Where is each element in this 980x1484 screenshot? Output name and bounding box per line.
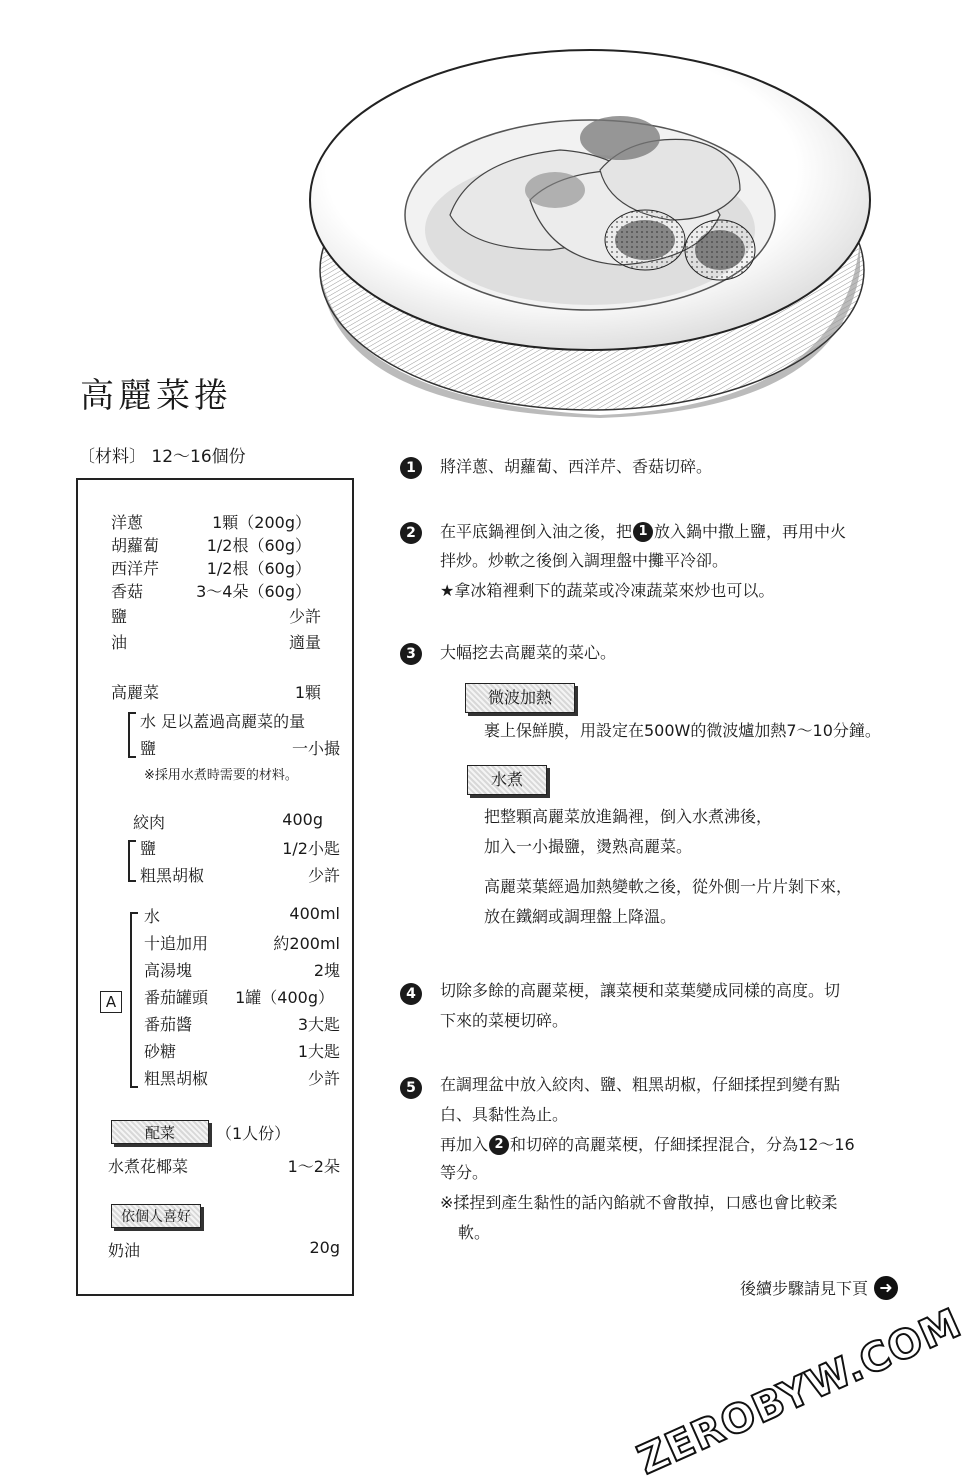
ingredient-row [108, 1238, 340, 1261]
ingredient-qty: 少許 [288, 607, 321, 626]
step-4-line: 切除多餘的高麗菜梗，讓菜梗和菜葉變成同樣的高度。切 [440, 981, 841, 1000]
ingredient-row [144, 1012, 340, 1035]
cabbage-note: ※採用水煮時需要的材料。 [144, 768, 298, 783]
step-2-tip: ★拿冰箱裡剩下的蔬菜或冷凍蔬菜來炒也可以。 [440, 581, 775, 600]
ingredient-name: 番茄醬 [144, 1015, 193, 1034]
ingredient-qty: 1顆（200g） [212, 513, 311, 532]
ingredient-row [140, 709, 305, 732]
ingredient-name: 粗黑胡椒 [144, 1069, 209, 1088]
ingredient-row [111, 510, 311, 533]
ingredient-row [144, 985, 334, 1008]
step-text: 再加入 [440, 1135, 489, 1154]
ingredient-name: 高麗菜 [111, 683, 160, 702]
step-5-line: 白、具黏性為止。 [440, 1105, 569, 1124]
ingredient-name: 西洋芹 [111, 559, 160, 578]
ingredient-name: 番茄罐頭 [144, 988, 209, 1007]
ingredient-name: 絞肉 [133, 813, 166, 832]
ingredient-qty: 一小撮 [291, 739, 340, 758]
ingredient-qty: 3大匙 [297, 1015, 340, 1034]
ingredients-header: 〔材料〕 12〜16個份 [78, 447, 246, 467]
ingredient-name: 鹽 [140, 839, 157, 858]
ingredient-name: 香菇 [111, 582, 144, 601]
ingredient-row [111, 630, 321, 653]
microwave-tag: 微波加熱 [465, 683, 575, 713]
ingredient-qty: 1大匙 [297, 1042, 340, 1061]
ingredient-name: 奶油 [108, 1241, 141, 1260]
ingredient-row [111, 533, 311, 556]
ingredient-qty: 1/2根（60g） [206, 559, 311, 578]
recipe-title: 高麗菜捲 [80, 376, 232, 416]
side-dish-tag: 配菜 [111, 1120, 209, 1144]
ingredient-row [140, 736, 340, 759]
arrow-right-icon: ➜ [874, 1276, 898, 1300]
ingredient-qty: 少許 [307, 866, 340, 885]
ingredient-row [144, 958, 340, 981]
ingredient-name: 水 足以蓋過高麗菜的量 [140, 712, 306, 731]
ingredient-name: 胡蘿蔔 [111, 536, 160, 555]
ingredient-qty: 1/2根（60g） [206, 536, 311, 555]
step-2-line-1 [440, 517, 846, 547]
step-5-note: 軟。 [458, 1223, 491, 1242]
ingredient-row [144, 904, 340, 927]
step-5-line-4: 等分。 [440, 1163, 489, 1182]
step-number: 2 [400, 522, 422, 544]
step-5-line-3 [440, 1130, 855, 1160]
bracket [128, 712, 136, 758]
sauce-group-label: A [100, 991, 122, 1013]
ingredient-qty: 20g [309, 1238, 340, 1257]
step-text: 在平底鍋裡倒入油之後，把 [440, 522, 633, 541]
ingredient-qty: 3〜4朵（60g） [196, 582, 311, 601]
ingredient-name: 油 [111, 633, 128, 652]
step-reference: 2 [489, 1135, 509, 1155]
optional-tag: 依個人喜好 [111, 1204, 201, 1228]
ingredient-row [144, 931, 340, 954]
ingredient-row [133, 810, 323, 833]
ingredient-qty: 少許 [307, 1069, 340, 1088]
ingredient-row [144, 1039, 340, 1062]
next-page-note: 後續步驟請見下頁 [739, 1279, 868, 1298]
ingredient-qty: 400ml [289, 904, 340, 923]
boil-tag: 水煮 [467, 765, 547, 795]
step-2-line-2: 拌炒。炒軟之後倒入調理盤中攤平冷卻。 [440, 551, 729, 570]
step-text: 放入鍋中撒上鹽，再用中火 [654, 522, 847, 541]
ingredient-qty: 1罐（400g） [235, 988, 334, 1007]
ingredient-row [111, 680, 321, 703]
step-number: 4 [400, 983, 422, 1005]
side-serving: （1人份） [216, 1124, 291, 1143]
watermark: ZEROBYW.COM [631, 1300, 969, 1484]
ingredient-name: 水 [144, 907, 161, 926]
step-number: 5 [400, 1077, 422, 1099]
ingredient-row [108, 1154, 340, 1177]
ingredient-row [111, 604, 321, 627]
bracket [130, 912, 138, 1088]
step-1-text: 將洋蔥、胡蘿蔔、西洋芹、香菇切碎。 [440, 457, 713, 476]
ingredient-name: 粗黑胡椒 [140, 866, 205, 885]
step-4-line: 下來的菜梗切碎。 [440, 1011, 569, 1030]
boil-text-line: 把整顆高麗菜放進鍋裡，倒入水煮沸後， [484, 807, 773, 826]
ingredient-name: 鹽 [140, 739, 157, 758]
ingredient-row [111, 579, 311, 602]
ingredient-qty: 1〜2朵 [287, 1157, 340, 1176]
bracket [128, 840, 136, 882]
step-number: 3 [400, 643, 422, 665]
ingredients-box [76, 478, 354, 1296]
after-text-line: 高麗菜葉經過加熱變軟之後，從外側一片片剝下來， [484, 877, 853, 896]
ingredient-qty: 2塊 [313, 961, 340, 980]
ingredient-name: 高湯塊 [144, 961, 193, 980]
ingredient-qty: 1/2小匙 [282, 839, 340, 858]
ingredient-name: 砂糖 [144, 1042, 177, 1061]
cabbage-roll-plate-illustration [300, 40, 880, 420]
step-3-text: 大幅挖去高麗菜的菜心。 [440, 643, 617, 662]
step-5-note: ※揉捏到產生黏性的話內餡就不會散掉，口感也會比較柔 [440, 1193, 838, 1212]
ingredient-name: 十追加用 [144, 934, 209, 953]
ingredient-name: 水煮花椰菜 [108, 1157, 189, 1176]
ingredient-qty: 400g [282, 810, 323, 829]
ingredient-name: 鹽 [111, 607, 128, 626]
ingredient-row [111, 556, 311, 579]
ingredient-qty: 1顆 [294, 683, 321, 702]
ingredient-name: 洋蔥 [111, 513, 144, 532]
ingredient-row [140, 836, 340, 859]
step-text: 和切碎的高麗菜梗，仔細揉捏混合，分為12〜16 [510, 1135, 855, 1154]
step-number: 1 [400, 457, 422, 479]
ingredient-row [140, 863, 340, 886]
microwave-text: 裹上保鮮膜，用設定在500W的微波爐加熱7〜10分鐘。 [484, 721, 881, 740]
ingredient-qty: 適量 [288, 633, 321, 652]
ingredient-qty: 約200ml [273, 934, 340, 953]
ingredient-row [144, 1066, 340, 1089]
step-5-line: 在調理盆中放入絞肉、鹽、粗黑胡椒，仔細揉捏到變有點 [440, 1075, 841, 1094]
step-reference: 1 [633, 522, 653, 542]
boil-text-line: 加入一小撮鹽，燙熟高麗菜。 [484, 837, 693, 856]
after-text-line: 放在鐵網或調理盤上降溫。 [484, 907, 677, 926]
